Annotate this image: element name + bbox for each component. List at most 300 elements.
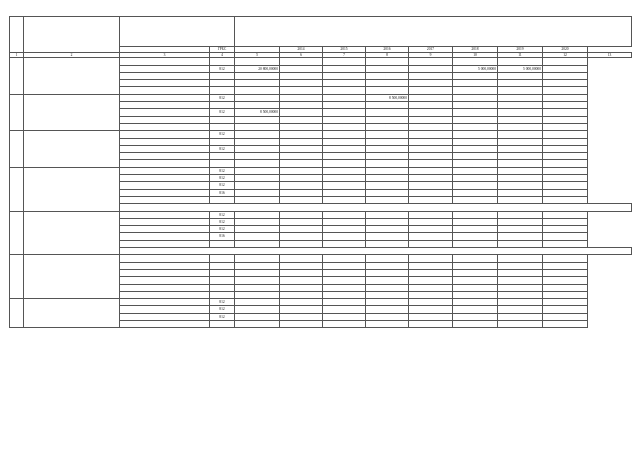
amount-year <box>498 138 543 145</box>
item-number <box>10 299 24 328</box>
amount-year <box>453 196 498 203</box>
grbs-code: 812 <box>210 131 235 138</box>
grbs-code <box>210 80 235 87</box>
amount-year <box>498 80 543 87</box>
amount-year <box>409 226 453 233</box>
amount-year <box>323 313 366 320</box>
column-number: 13 <box>588 53 632 58</box>
grbs-code: 812 <box>210 182 235 189</box>
amount-year <box>543 102 588 109</box>
amount-year <box>498 211 543 218</box>
grbs-code: 812 <box>210 313 235 320</box>
amount-year <box>323 138 366 145</box>
amount-year <box>280 218 323 225</box>
amount-year <box>498 226 543 233</box>
amount-year <box>543 87 588 94</box>
grbs-code <box>210 320 235 327</box>
amount-year <box>453 255 498 262</box>
amount-year <box>366 65 409 72</box>
amount-year <box>498 131 543 138</box>
column-number: 11 <box>498 53 543 58</box>
amount-year <box>280 255 323 262</box>
amount-year <box>453 284 498 291</box>
row-note <box>120 204 632 211</box>
amount-year <box>366 58 409 65</box>
amount-year: 5 000,00000 <box>453 65 498 72</box>
amount-year <box>498 291 543 298</box>
funding-source <box>120 255 210 262</box>
table-row <box>10 94 632 101</box>
amount-year <box>280 116 323 123</box>
amount-total <box>235 87 280 94</box>
amount-year <box>543 58 588 65</box>
amount-year <box>323 72 366 79</box>
program-name <box>24 167 120 211</box>
amount-year <box>409 65 453 72</box>
amount-year <box>453 233 498 240</box>
program-name <box>24 211 120 255</box>
amount-year <box>543 306 588 313</box>
amount-year <box>409 80 453 87</box>
amount-year <box>366 145 409 152</box>
amount-year <box>409 175 453 182</box>
amount-total <box>235 255 280 262</box>
amount-year <box>366 313 409 320</box>
amount-year <box>498 116 543 123</box>
header-year: 2014 <box>280 47 323 53</box>
amount-year <box>453 313 498 320</box>
grbs-code <box>210 87 235 94</box>
amount-year <box>409 145 453 152</box>
column-number: 9 <box>409 53 453 58</box>
amount-year <box>280 167 323 174</box>
grbs-code <box>210 291 235 298</box>
amount-year <box>498 284 543 291</box>
header-year: 2017 <box>409 47 453 53</box>
amount-year <box>366 123 409 130</box>
amount-year <box>280 182 323 189</box>
amount-year <box>323 175 366 182</box>
amount-year <box>366 138 409 145</box>
amount-year <box>409 291 453 298</box>
amount-total <box>235 72 280 79</box>
amount-year <box>409 58 453 65</box>
program-name <box>24 299 120 328</box>
grbs-code: 812 <box>210 299 235 306</box>
amount-year <box>323 291 366 298</box>
amount-year <box>453 226 498 233</box>
amount-year <box>366 262 409 269</box>
program-name <box>24 58 120 94</box>
amount-year <box>543 291 588 298</box>
amount-year <box>453 291 498 298</box>
item-number <box>10 131 24 167</box>
grbs-code: 812 <box>210 175 235 182</box>
amount-year <box>366 196 409 203</box>
funding-source <box>120 167 210 174</box>
amount-year <box>366 269 409 276</box>
funding-source <box>120 313 210 320</box>
funding-source <box>120 306 210 313</box>
amount-year <box>409 211 453 218</box>
amount-year <box>498 87 543 94</box>
amount-year <box>409 269 453 276</box>
amount-total <box>235 167 280 174</box>
row-note <box>120 248 632 255</box>
amount-total <box>235 320 280 327</box>
amount-year <box>409 277 453 284</box>
grbs-code: 816 <box>210 233 235 240</box>
grbs-code: 812 <box>210 167 235 174</box>
amount-total <box>235 175 280 182</box>
amount-year <box>453 211 498 218</box>
header-year: 2019 <box>498 47 543 53</box>
grbs-code: 812 <box>210 65 235 72</box>
amount-total <box>235 153 280 160</box>
amount-year <box>280 94 323 101</box>
amount-year <box>280 72 323 79</box>
amount-year <box>323 226 366 233</box>
amount-year <box>498 109 543 116</box>
program-name <box>24 255 120 299</box>
funding-source <box>120 160 210 167</box>
amount-year <box>280 145 323 152</box>
grbs-code <box>210 102 235 109</box>
amount-year <box>409 284 453 291</box>
grbs-code <box>210 262 235 269</box>
amount-year <box>453 306 498 313</box>
amount-year <box>543 153 588 160</box>
amount-year <box>366 211 409 218</box>
amount-year <box>280 87 323 94</box>
amount-year <box>453 320 498 327</box>
grbs-code <box>210 284 235 291</box>
amount-year <box>453 153 498 160</box>
column-number: 1 <box>10 53 24 58</box>
amount-total: 20 800,00000 <box>235 65 280 72</box>
item-number <box>10 255 24 299</box>
amount-year <box>453 145 498 152</box>
amount-year <box>543 123 588 130</box>
amount-year <box>453 109 498 116</box>
amount-total <box>235 233 280 240</box>
amount-total <box>235 313 280 320</box>
amount-year <box>323 240 366 247</box>
amount-year <box>543 218 588 225</box>
amount-year <box>280 226 323 233</box>
funding-source <box>120 291 210 298</box>
amount-total <box>235 123 280 130</box>
amount-year <box>498 145 543 152</box>
amount-year <box>453 240 498 247</box>
amount-year <box>453 123 498 130</box>
amount-year <box>366 175 409 182</box>
amount-year <box>409 196 453 203</box>
amount-year <box>366 167 409 174</box>
amount-year <box>280 189 323 196</box>
table-row <box>10 211 632 218</box>
amount-year <box>543 240 588 247</box>
amount-year <box>280 211 323 218</box>
amount-total <box>235 269 280 276</box>
header-program <box>24 17 120 53</box>
amount-year <box>366 153 409 160</box>
amount-year <box>498 153 543 160</box>
amount-year <box>498 175 543 182</box>
funding-source <box>120 116 210 123</box>
amount-year <box>498 262 543 269</box>
amount-year <box>366 109 409 116</box>
amount-total <box>235 240 280 247</box>
amount-year <box>323 145 366 152</box>
amount-year <box>409 233 453 240</box>
amount-year <box>280 65 323 72</box>
column-number: 7 <box>323 53 366 58</box>
amount-year <box>409 72 453 79</box>
amount-year <box>498 182 543 189</box>
amount-year <box>543 94 588 101</box>
amount-total <box>235 291 280 298</box>
grbs-code: 812 <box>210 306 235 313</box>
amount-year <box>453 58 498 65</box>
amount-year <box>280 138 323 145</box>
amount-year <box>280 320 323 327</box>
amount-year <box>323 255 366 262</box>
amount-total <box>235 211 280 218</box>
amount-year <box>453 160 498 167</box>
amount-year <box>543 284 588 291</box>
amount-year <box>543 175 588 182</box>
program-table <box>9 16 632 328</box>
header-year: 2015 <box>323 47 366 53</box>
grbs-code <box>210 196 235 203</box>
amount-year <box>543 160 588 167</box>
amount-year <box>280 80 323 87</box>
table-row <box>10 58 632 65</box>
funding-source <box>120 262 210 269</box>
amount-year <box>498 277 543 284</box>
amount-year <box>409 167 453 174</box>
amount-year <box>323 277 366 284</box>
amount-year <box>323 299 366 306</box>
amount-year <box>323 153 366 160</box>
amount-year <box>280 240 323 247</box>
grbs-code <box>210 72 235 79</box>
amount-year <box>453 131 498 138</box>
amount-year <box>543 72 588 79</box>
amount-year <box>323 182 366 189</box>
amount-year <box>498 94 543 101</box>
amount-total <box>235 218 280 225</box>
amount-year <box>366 233 409 240</box>
amount-year <box>366 226 409 233</box>
amount-year <box>543 262 588 269</box>
amount-year <box>323 131 366 138</box>
amount-year <box>323 87 366 94</box>
amount-year <box>366 189 409 196</box>
amount-year <box>543 255 588 262</box>
amount-year <box>543 167 588 174</box>
amount-year <box>498 123 543 130</box>
amount-total <box>235 299 280 306</box>
amount-year <box>453 277 498 284</box>
amount-total <box>235 226 280 233</box>
amount-year <box>323 233 366 240</box>
amount-year <box>409 94 453 101</box>
amount-year <box>323 123 366 130</box>
amount-year <box>323 284 366 291</box>
amount-year <box>409 138 453 145</box>
amount-year <box>453 269 498 276</box>
amount-year <box>409 299 453 306</box>
grbs-code <box>210 153 235 160</box>
amount-year <box>409 218 453 225</box>
amount-year <box>498 167 543 174</box>
funding-source <box>120 182 210 189</box>
amount-year <box>366 277 409 284</box>
program-name <box>24 94 120 130</box>
amount-year <box>543 80 588 87</box>
amount-year <box>409 255 453 262</box>
amount-year <box>498 299 543 306</box>
amount-year <box>543 299 588 306</box>
amount-year <box>453 262 498 269</box>
amount-year <box>453 116 498 123</box>
amount-year <box>323 109 366 116</box>
column-number: 4 <box>210 53 235 58</box>
funding-source <box>120 175 210 182</box>
funding-source <box>120 233 210 240</box>
amount-year <box>280 175 323 182</box>
amount-total: 8 500,00000 <box>235 109 280 116</box>
amount-year <box>453 299 498 306</box>
amount-year <box>323 218 366 225</box>
amount-year <box>498 233 543 240</box>
column-number: 6 <box>280 53 323 58</box>
amount-total <box>235 262 280 269</box>
amount-year <box>280 123 323 130</box>
amount-year <box>409 116 453 123</box>
amount-year <box>280 313 323 320</box>
funding-source <box>120 153 210 160</box>
amount-year <box>498 72 543 79</box>
amount-year <box>280 284 323 291</box>
funding-source <box>120 138 210 145</box>
amount-year <box>498 160 543 167</box>
amount-year <box>366 306 409 313</box>
amount-total <box>235 182 280 189</box>
funding-source <box>120 102 210 109</box>
amount-year <box>409 87 453 94</box>
amount-year <box>543 131 588 138</box>
column-number: 12 <box>543 53 588 58</box>
amount-year <box>366 182 409 189</box>
amount-year <box>366 291 409 298</box>
amount-total <box>235 131 280 138</box>
grbs-code <box>210 277 235 284</box>
amount-year <box>409 109 453 116</box>
amount-year: 5 000,00000 <box>498 65 543 72</box>
amount-year <box>498 58 543 65</box>
amount-year <box>543 116 588 123</box>
amount-year <box>498 218 543 225</box>
grbs-code <box>210 138 235 145</box>
amount-year <box>453 167 498 174</box>
amount-year <box>323 306 366 313</box>
amount-year <box>366 218 409 225</box>
amount-total <box>235 102 280 109</box>
grbs-code <box>210 160 235 167</box>
grbs-code: 812 <box>210 226 235 233</box>
amount-year <box>409 182 453 189</box>
amount-year <box>543 65 588 72</box>
amount-year <box>543 226 588 233</box>
grbs-code: 812 <box>210 109 235 116</box>
funding-source <box>120 80 210 87</box>
amount-year <box>543 211 588 218</box>
amount-year <box>280 291 323 298</box>
header-grbs: ГРБС <box>210 47 235 53</box>
amount-year <box>280 153 323 160</box>
amount-year <box>366 320 409 327</box>
amount-year <box>409 123 453 130</box>
amount-total <box>235 116 280 123</box>
item-number <box>10 94 24 130</box>
amount-year <box>543 109 588 116</box>
funding-source <box>120 211 210 218</box>
funding-source <box>120 218 210 225</box>
column-number: 3 <box>120 53 210 58</box>
amount-year <box>280 102 323 109</box>
amount-year <box>453 87 498 94</box>
amount-year <box>366 284 409 291</box>
grbs-code <box>210 123 235 130</box>
amount-year <box>498 306 543 313</box>
amount-total <box>235 306 280 313</box>
header-budget-class <box>120 17 235 47</box>
amount-year <box>323 320 366 327</box>
amount-year <box>366 80 409 87</box>
amount-year <box>543 182 588 189</box>
funding-source <box>120 109 210 116</box>
funding-source <box>120 123 210 130</box>
amount-year <box>498 189 543 196</box>
header-year: 2020 <box>543 47 588 53</box>
amount-year <box>280 277 323 284</box>
amount-year <box>280 306 323 313</box>
amount-total <box>235 138 280 145</box>
amount-total <box>235 284 280 291</box>
amount-year <box>453 72 498 79</box>
amount-year <box>498 320 543 327</box>
amount-year <box>453 138 498 145</box>
amount-year <box>409 160 453 167</box>
amount-year <box>453 175 498 182</box>
amount-year <box>280 109 323 116</box>
amount-total <box>235 277 280 284</box>
amount-year <box>498 240 543 247</box>
amount-year <box>366 102 409 109</box>
funding-source <box>120 284 210 291</box>
table-row <box>10 255 632 262</box>
amount-year <box>543 269 588 276</box>
amount-year <box>409 131 453 138</box>
amount-total <box>235 189 280 196</box>
amount-year <box>409 313 453 320</box>
table-body <box>10 58 632 328</box>
grbs-code <box>210 116 235 123</box>
header-index <box>10 17 24 53</box>
